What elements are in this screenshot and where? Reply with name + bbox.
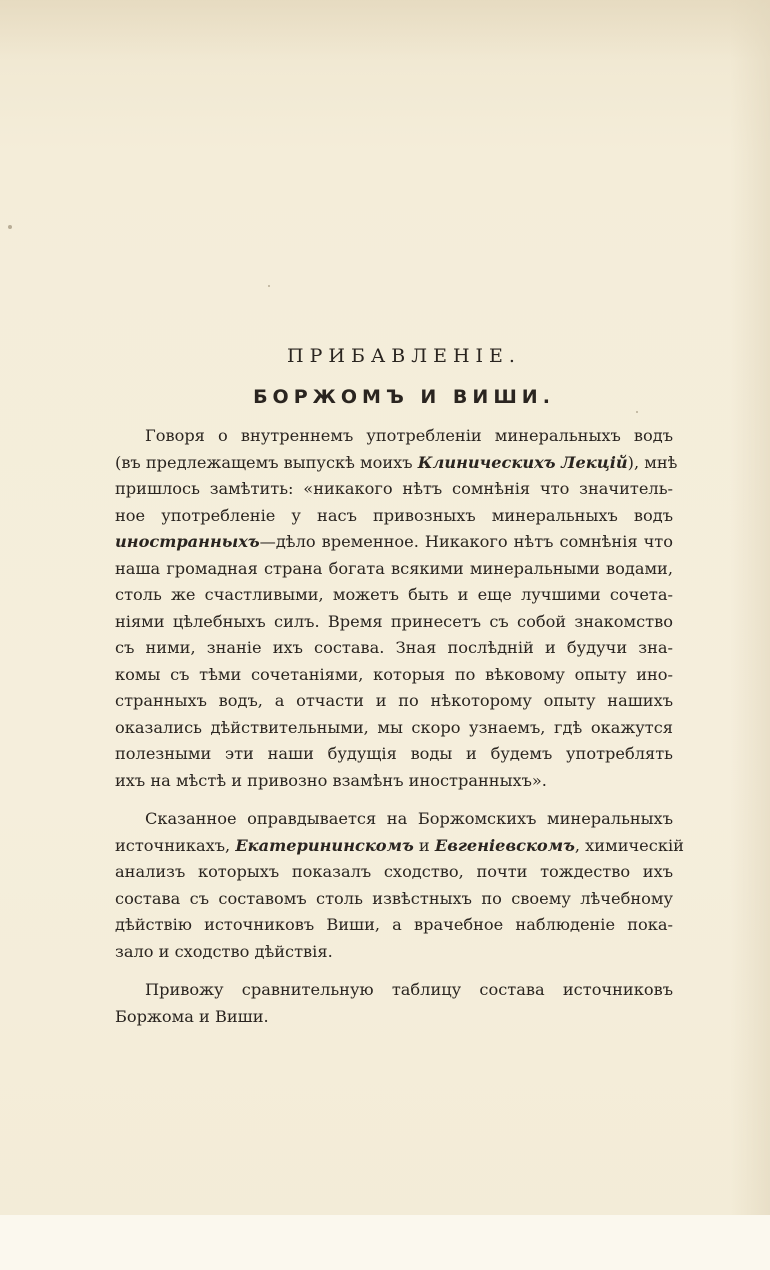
page-top-shadow xyxy=(0,0,770,60)
page-content xyxy=(115,345,684,1030)
section-heading: БОРЖОМЪ И ВИШИ. xyxy=(253,386,555,408)
text-line: Говоря о внутреннемъ употребленіи минеральныхъ водъ xyxy=(145,426,673,445)
italic-phrase: Евгеніевскомъ xyxy=(434,835,575,855)
text-line: состава съ составомъ столь извѣстныхъ по своему лѣчебному xyxy=(115,888,673,908)
text-line: столь же счастливыми, можетъ быть и еще лучшими сочета- xyxy=(115,585,673,604)
text-line: ное употребленіе у насъ привозныхъ минеральныхъ водъ xyxy=(115,505,673,525)
text-line: Боржома и Виши. xyxy=(115,1006,269,1026)
text-line: Привожу сравнительную таблицу состава источниковъ xyxy=(145,980,673,999)
italic-phrase: Клиническихъ Лекцій xyxy=(417,452,628,472)
text-line: странныхъ водъ, а отчасти и по нѣкоторому опыту нашихъ xyxy=(115,691,673,710)
text-line: иностранныхъ—дѣло временное. Никакого нѣтъ сомнѣнія что xyxy=(115,532,673,551)
text-line: полезными эти наши будущія воды и будемъ употреблять xyxy=(115,744,673,763)
italic-phrase: иностранныхъ xyxy=(115,532,260,551)
chapter-heading: ПРИБАВЛЕНІЕ. xyxy=(287,345,521,367)
text-line: пришлось замѣтить: «никакого нѣтъ сомнѣнія что значитель- xyxy=(115,479,673,498)
text-line: съ ними, знаніе ихъ состава. Зная послѣдній и будучи зна- xyxy=(115,638,673,657)
text-line: наша громадная страна богата всякими минеральными водами, xyxy=(115,558,673,578)
text-line: источникахъ, Екатерининскомъ и Евгеніевскомъ, химическій xyxy=(115,835,684,855)
text-line: зало и сходство дѣйствія. xyxy=(115,941,333,961)
text-line: ніями цѣлебныхъ силъ. Время принесетъ съ собой знакомство xyxy=(115,611,673,631)
page-edge-shadow xyxy=(730,0,770,1270)
text-line: комы съ тѣми сочетаніями, которыя по вѣковому опыту ино- xyxy=(115,664,673,684)
paper-speck xyxy=(8,225,12,229)
text-line: анализъ которыхъ показалъ сходство, почти тождество ихъ xyxy=(115,862,673,881)
text-line: Сказанное оправдывается на Боржомскихъ минеральныхъ xyxy=(145,809,673,828)
paragraph-3 xyxy=(115,977,673,1030)
text-line: ихъ на мѣстѣ и привозно взамѣнъ иностранныхъ». xyxy=(115,770,547,790)
text-line: оказались дѣйствительными, мы скоро узнаемъ, гдѣ окажутся xyxy=(115,717,673,737)
text-line: дѣйствію источниковъ Виши, а врачебное наблюденіе пока- xyxy=(115,915,673,934)
italic-phrase: Екатерининскомъ xyxy=(235,835,414,855)
paragraph-1 xyxy=(115,423,678,794)
page-bottom-margin xyxy=(0,1215,770,1270)
text-line: (въ предлежащемъ выпускѣ моихъ Клиническихъ Лекцій), мнѣ xyxy=(115,452,678,472)
paragraph-2 xyxy=(115,806,684,965)
paper-speck xyxy=(268,285,270,287)
